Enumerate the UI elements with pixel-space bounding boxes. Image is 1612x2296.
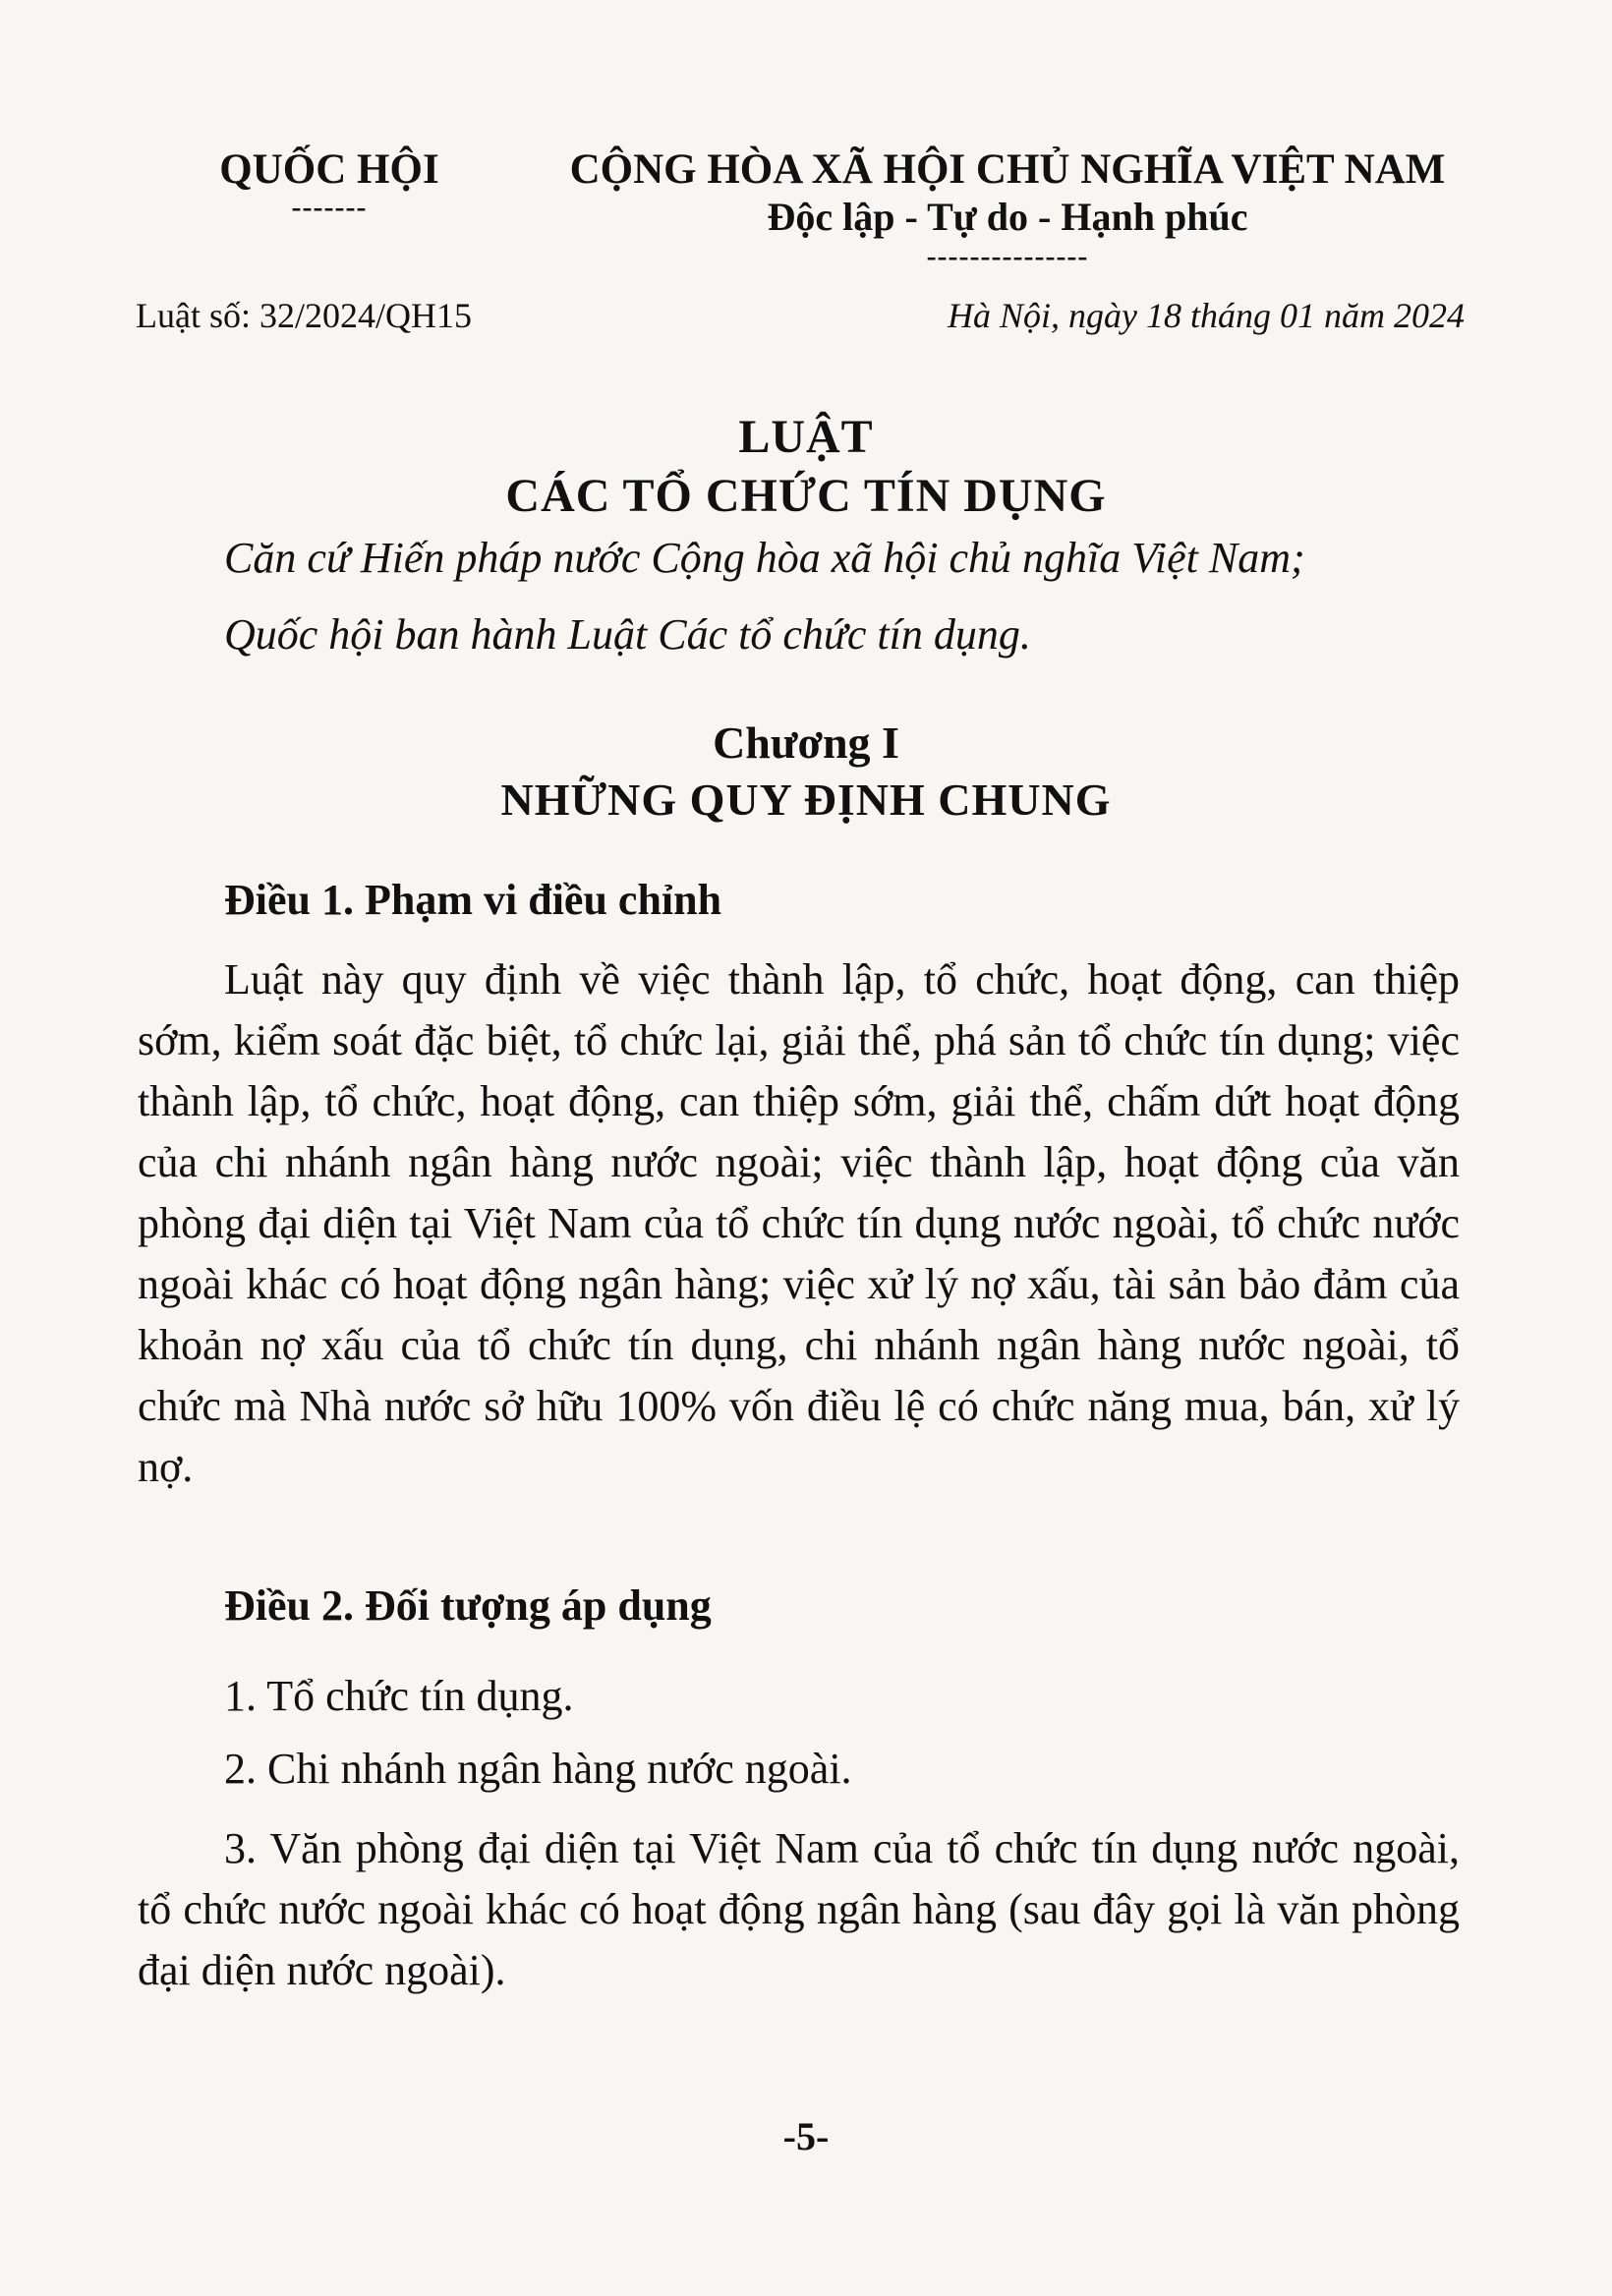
- document-type-title: LUẬT: [738, 411, 874, 463]
- nation-name: CỘNG HÒA XÃ HỘI CHỦ NGHĨA VIỆT NAM: [569, 146, 1446, 193]
- law-number: Luật số: 32/2024/QH15: [136, 296, 472, 335]
- law-name: CÁC TỔ CHỨC TÍN DỤNG: [505, 470, 1107, 522]
- agency-rule: -------: [291, 191, 368, 223]
- motto-rule: ---------------: [926, 240, 1089, 272]
- article-item: 1. Tổ chức tín dụng.: [224, 1672, 574, 1720]
- agency-name: QUỐC HỘI: [219, 146, 439, 193]
- nation-block: [550, 147, 1465, 271]
- article-item: 3. Văn phòng đại diện tại Việt Nam của tổ chức tín dụng nước ngoài, tổ chức nước ngoài khác có hoạt động ngân hàng (sau đây gọi là văn phòng đại diện nước ngoài).: [138, 1824, 1460, 1994]
- article-heading: Điều 1. Phạm vi điều chỉnh: [224, 876, 722, 924]
- motto: Độc lập - Tự do - Hạnh phúc: [767, 195, 1248, 239]
- chapter-number: Chương I: [713, 718, 899, 768]
- article-heading: Điều 2. Đối tượng áp dụng: [224, 1581, 712, 1630]
- article-item: 2. Chi nhánh ngân hàng nước ngoài.: [224, 1745, 852, 1793]
- article-body: Luật này quy định về việc thành lập, tổ chức, hoạt động, can thiệp sớm, kiểm soát đặc biệt, tổ chức lại, giải thể, phá sản tổ chức tín dụng; việc thành lập, tổ chức, hoạt động, can thiệp sớm, giải thể, chấm dứt hoạt động của chi nhánh ngân hàng nước ngoài; việc thành lập, hoạt động của văn phòng đại diện tại Việt Nam của tổ chức tín dụng nước ngoài, tổ chức nước ngoài khác có hoạt động ngân hàng; việc xử lý nợ xấu, tài sản bảo đảm của khoản nợ xấu của tổ chức tín dụng, chi nhánh ngân hàng nước ngoài, tổ chức mà Nhà nước sở hữu 100% vốn điều lệ có chức năng mua, bán, xử lý nợ.: [138, 955, 1460, 1491]
- chapter-name: NHỮNG QUY ĐỊNH CHUNG: [500, 775, 1112, 825]
- page-number: -5-: [782, 2114, 830, 2158]
- preamble-line: Căn cứ Hiến pháp nước Cộng hòa xã hội chủ nghĩa Việt Nam;: [224, 534, 1305, 582]
- agency-block: [211, 147, 447, 222]
- date-line: Hà Nội, ngày 18 tháng 01 năm 2024: [948, 296, 1465, 335]
- preamble-line: Quốc hội ban hành Luật Các tổ chức tín dụng.: [224, 610, 1031, 659]
